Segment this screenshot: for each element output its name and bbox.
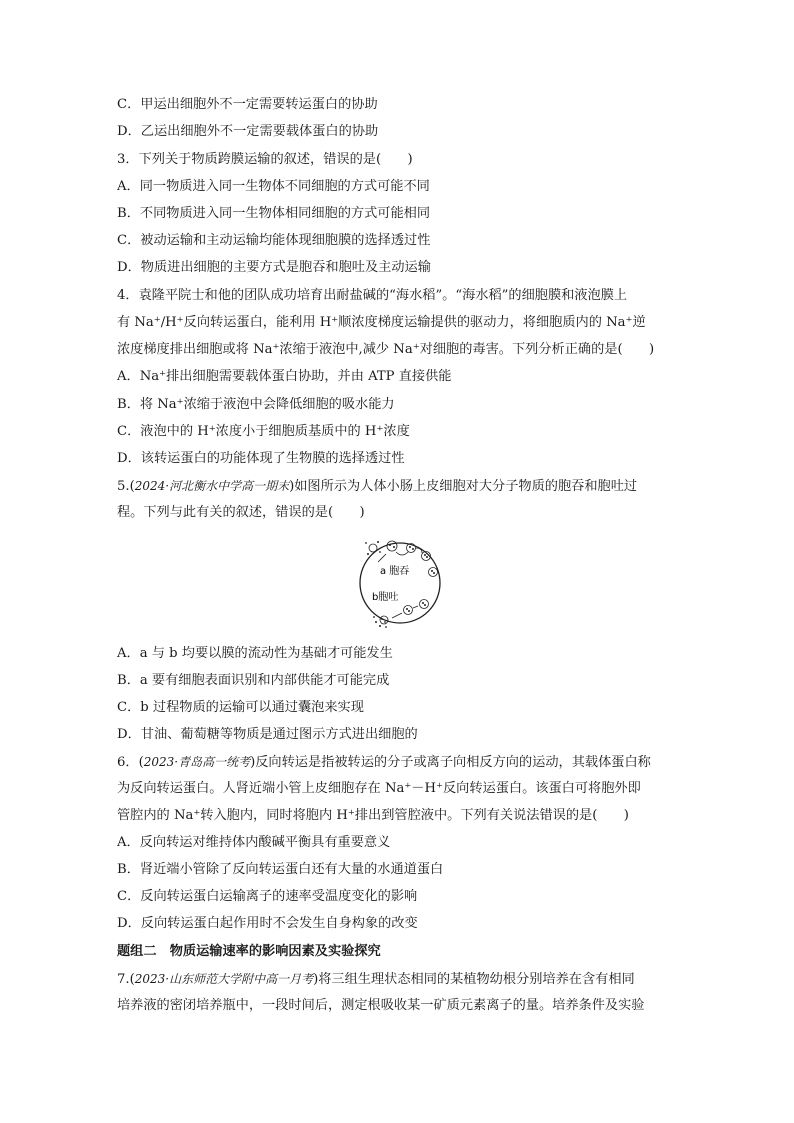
- q5-stem-line2: 程。下列与此有关的叙述，错误的是( ): [117, 505, 365, 520]
- q4-option-a: A．Na⁺排出细胞需要载体蛋白协助，并由 ATP 直接供能: [117, 369, 452, 384]
- q4-stem-line2: 有 Na⁺/H⁺反向转运蛋白，能利用 H⁺顺浓度梯度运输提供的驱动力，将细胞质内的 Na⁺逆: [117, 315, 646, 330]
- q6-stem-line1: 6．(2023·青岛高一统考)反向转运是指被转运的分子或离子向相反方向的运动，其载体蛋白称: [117, 755, 651, 770]
- q3-option-b: B．不同物质进入同一生物体相同细胞的方式可能相同: [117, 206, 431, 221]
- q6-stem-line2: 为反向转运蛋白。人肾近端小管上皮细胞存在 Na⁺－H⁺反向转运蛋白。该蛋白可将胞外即: [117, 781, 641, 796]
- q6-source: 2023·青岛高一统考: [143, 755, 251, 769]
- q7-stem-line2: 培养液的密闭培养瓶中，一段时间后，测定根吸收某一矿质元素离子的量。培养条件及实验: [117, 998, 645, 1013]
- q5-option-b: B．a 要有细胞表面识别和内部供能才可能完成: [117, 673, 390, 688]
- q5-option-a: A．a 与 b 均要以膜的流动性为基础才可能发生: [117, 646, 393, 661]
- q7-stem-line1: 7.(2023·山东师范大学附中高一月考)将三组生理状态相同的某植物幼根分别培养在含有相同: [117, 972, 635, 987]
- q4-stem-line1: 4．袁隆平院士和他的团队成功培育出耐盐碱的“海水稻”。“海水稻”的细胞膜和液泡膜上: [117, 288, 628, 303]
- q6-option-d: D．反向转运蛋白起作用时不会发生自身构象的改变: [117, 916, 418, 931]
- q5-stem-line1: 5.(2024·河北衡水中学高一期末)如图所示为人体小肠上皮细胞对大分子物质的胞吞和胞吐过: [117, 479, 638, 494]
- q6-option-c: C．反向转运蛋白运输离子的速率受温度变化的影响: [117, 889, 418, 904]
- endocytosis-exocytosis-diagram: [356, 534, 446, 630]
- q4-option-c: C．液泡中的 H⁺浓度小于细胞质基质中的 H⁺浓度: [117, 424, 410, 439]
- q5-option-d: D．甘油、葡萄糖等物质是通过图示方式进出细胞的: [117, 727, 418, 742]
- q4-stem-line3: 浓度梯度排出细胞或将 Na⁺浓缩于液泡中,减少 Na⁺对细胞的毒害。下列分析正确的是( ): [117, 342, 655, 357]
- q7-source: 2023·山东师范大学附中高一月考: [134, 972, 314, 986]
- q2-option-c: C．甲运出细胞外不一定需要转运蛋白的协助: [117, 97, 378, 112]
- q5-source: 2024·河北衡水中学高一期末: [134, 479, 290, 493]
- label-exocytosis: b胞吐: [372, 592, 399, 603]
- q5-option-c: C．b 过程物质的运输可以通过囊泡来实现: [117, 700, 364, 715]
- q2-option-d: D．乙运出细胞外不一定需要载体蛋白的协助: [117, 124, 379, 139]
- q4-option-b: B．将 Na⁺浓缩于液泡中会降低细胞的吸水能力: [117, 397, 395, 412]
- q3-stem: 3．下列关于物质跨膜运输的叙述，错误的是( ): [117, 152, 413, 167]
- q6-option-b: B．肾近端小管除了反向转运蛋白还有大量的水通道蛋白: [117, 862, 444, 877]
- q3-option-d: D．物质进出细胞的主要方式是胞吞和胞吐及主动运输: [117, 260, 431, 275]
- label-endocytosis: a 胞吞: [380, 566, 410, 577]
- q6-option-a: A．反向转运对维持体内酸碱平衡具有重要意义: [117, 835, 391, 850]
- q3-option-c: C．被动运输和主动运输均能体现细胞膜的选择透过性: [117, 233, 431, 248]
- q4-option-d: D．该转运蛋白的功能体现了生物膜的选择透过性: [117, 451, 405, 466]
- q3-option-a: A．同一物质进入同一生物体不同细胞的方式可能不同: [117, 179, 430, 194]
- q6-stem-line3: 管腔内的 Na⁺转入胞内，同时将胞内 H⁺排出到管腔液中。下列有关说法错误的是( ): [117, 808, 629, 823]
- group2-heading: 题组二 物质运输速率的影响因素及实验探究: [117, 944, 381, 959]
